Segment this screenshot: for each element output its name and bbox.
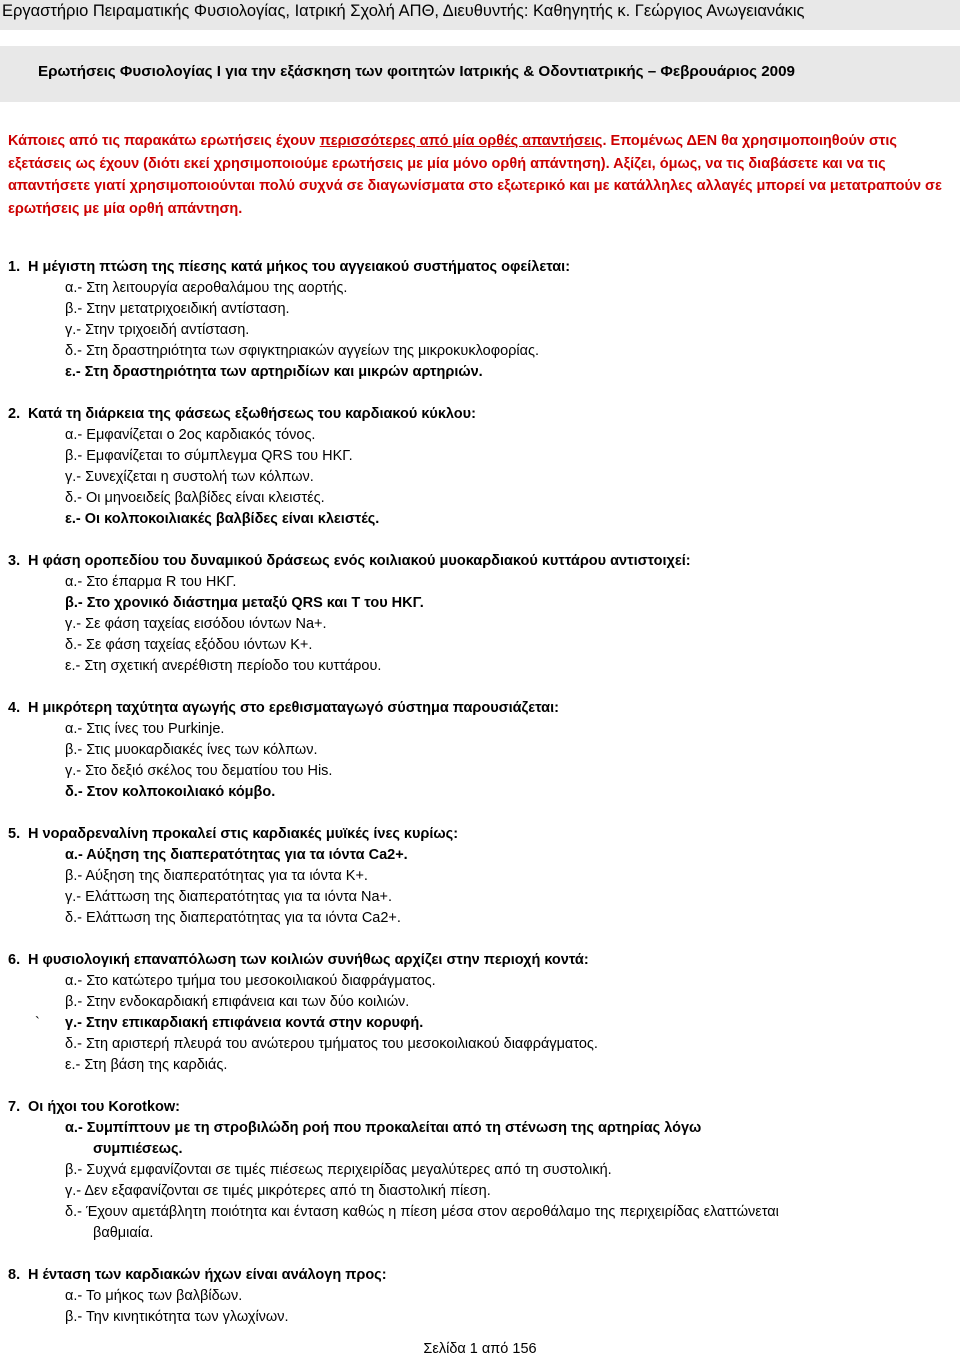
answer-option-text: βαθμιαία.: [93, 1225, 154, 1241]
question-number: 2.: [8, 406, 21, 422]
answer-option-text: δ.- Οι μηνοειδείς βαλβίδες είναι κλειστές.: [65, 490, 325, 506]
answer-option-text: β.- Στις μυοκαρδιακές ίνες των κόλπων.: [65, 742, 318, 758]
lab-header: Εργαστήριο Πειραματικής Φυσιολογίας, Ιατρική Σχολή ΑΠΘ, Διευθυντής: Καθηγητής κ. Γεώργιος Ανωγειανάκις: [0, 0, 960, 30]
question-number: 3.: [8, 553, 21, 569]
question-block: [8, 551, 956, 677]
question-heading: [8, 404, 956, 425]
answer-option-text: α.- Συμπίπτουν με τη στροβιλώδη ροή που προκαλείται από τη στένωση της αρτηρίας λόγω: [65, 1120, 702, 1136]
answer-option-text: ε.- Στη βάση της καρδιάς.: [65, 1057, 228, 1073]
question-number: 6.: [8, 952, 21, 968]
answer-option-continuation: [93, 1139, 956, 1160]
question-number: 7.: [8, 1099, 21, 1115]
answer-option-text: α.- Το μήκος των βαλβίδων.: [65, 1288, 243, 1304]
answer-option: [65, 908, 956, 929]
answer-option: [65, 1160, 956, 1181]
answer-option: [65, 1055, 956, 1076]
answer-option: [65, 467, 956, 488]
question-text: Η μέγιστη πτώση της πίεσης κατά μήκος του αγγειακού συστήματος οφείλεται:: [28, 259, 571, 275]
answer-option-text: γ.- Συνεχίζεται η συστολή των κόλπων.: [65, 469, 314, 485]
answer-option: [65, 278, 956, 299]
question-block: [8, 824, 956, 929]
answer-option: [65, 593, 956, 614]
answer-option: [65, 1307, 956, 1328]
answer-option: [65, 782, 956, 803]
question-block: [8, 1265, 956, 1328]
answer-option-text: α.- Εμφανίζεται ο 2ος καρδιακός τόνος.: [65, 427, 316, 443]
question-text: Η μικρότερη ταχύτητα αγωγής στο ερεθισματαγωγό σύστημα παρουσιάζεται:: [28, 700, 559, 716]
notice-text-2: . Επομένως ΔΕΝ θα χρησιμοποιηθούν στις εξετάσεις ως έχουν (διότι εκεί χρησιμοποιούμε ερωτήσεις με μία μόνο ορθή απάντηση). Αξίζει, όμως, να τις διαβάσετε και να τις απαντήσετε γιατί χρησιμοποιούνται πολύ συχνά σε διαγωνίσματα στο εξωτερικό και με κατάλληλες αλλαγές μπορεί να μετατραπούν σε ερωτήσεις με μία ορθή απάντηση.: [8, 133, 942, 217]
answer-option: [65, 866, 956, 887]
question-number: 8.: [8, 1267, 21, 1283]
answer-option: [65, 362, 956, 383]
question-heading: [8, 551, 956, 572]
question-block: [8, 698, 956, 803]
answer-option: [65, 635, 956, 656]
question-text: Κατά τη διάρκεια της φάσεως εξωθήσεως του καρδιακού κύκλου:: [28, 406, 476, 422]
answer-option: [65, 509, 956, 530]
question-number: 1.: [8, 259, 21, 275]
question-heading: [8, 950, 956, 971]
answer-option: [65, 740, 956, 761]
answer-option-text: δ.- Στη δραστηριότητα των σφιγκτηριακών αγγείων της μικροκυκλοφορίας.: [65, 343, 540, 359]
answer-option-continuation: [93, 1223, 956, 1244]
document-title: Ερωτήσεις Φυσιολογίας Ι για την εξάσκηση των φοιτητών Ιατρικής & Οδοντιατρικής – Φεβρουάριος 2009: [0, 46, 960, 102]
answer-option: [65, 761, 956, 782]
answer-option-text: γ.- Στην τριχοειδή αντίσταση.: [65, 322, 250, 338]
notice-paragraph: [8, 130, 956, 220]
answer-option-text: δ.- Σε φάση ταχείας εξόδου ιόντων K+.: [65, 637, 313, 653]
answer-option-text: ε.- Στη σχετική ανερέθιστη περίοδο του κυττάρου.: [65, 658, 382, 674]
answer-option-text: δ.- Στη αριστερή πλευρά του ανώτερου τμήματος του μεσοκοιλιακού διαφράγματος.: [65, 1036, 598, 1052]
answer-option: [65, 992, 956, 1013]
answer-option-text: ε.- Οι κολποκοιλιακές βαλβίδες είναι κλειστές.: [65, 511, 380, 527]
question-text: Η ένταση των καρδιακών ήχων είναι ανάλογη προς:: [28, 1267, 387, 1283]
question-text: Η νοραδρεναλίνη προκαλεί στις καρδιακές μυϊκές ίνες κυρίως:: [28, 826, 459, 842]
answer-option-text: β.- Εμφανίζεται το σύμπλεγμα QRS του ΗΚΓ.: [65, 448, 353, 464]
answer-option-text: γ.- Στο δεξιό σκέλος του δεματίου του His.: [65, 763, 333, 779]
answer-option: [65, 656, 956, 677]
answer-option-text: α.- Στο έπαρμα R του ΗΚΓ.: [65, 574, 237, 590]
answer-option: [65, 1286, 956, 1307]
answer-option: [65, 488, 956, 509]
question-text: Οι ήχοι του Korotkow:: [28, 1099, 181, 1115]
answer-option: [65, 1202, 956, 1223]
question-heading: [8, 1097, 956, 1118]
question-heading: [8, 698, 956, 719]
answer-option-text: συμπιέσεως.: [93, 1141, 183, 1157]
answer-option: [35, 1013, 956, 1034]
page-footer: Σελίδα 1 από 156: [423, 1341, 537, 1357]
answer-option-text: α.- Στο κατώτερο τμήμα του μεσοκοιλιακού διαφράγματος.: [65, 973, 436, 989]
answer-option-text: γ.- Στην επικαρδιακή επιφάνεια κοντά στην κορυφή.: [65, 1015, 424, 1031]
answer-option-text: γ.- Δεν εξαφανίζονται σε τιμές μικρότερες από τη διαστολική πίεση.: [65, 1183, 491, 1199]
answer-option: [65, 887, 956, 908]
answer-option-text: β.- Στην ενδοκαρδιακή επιφάνεια και των δύο κοιλιών.: [65, 994, 410, 1010]
question-heading: [8, 824, 956, 845]
answer-option-text: δ.- Έχουν αμετάβλητη ποιότητα και ένταση καθώς η πίεση μέσα στον αεροθάλαμο της περιχειρίδας ελαττώνεται: [65, 1204, 779, 1220]
notice-text-1: Κάποιες από τις παρακάτω ερωτήσεις έχουν: [8, 133, 320, 149]
answer-option: [65, 845, 956, 866]
question-heading: [8, 1265, 956, 1286]
question-text: Η φυσιολογική επαναπόλωση των κοιλιών συνήθως αρχίζει στην περιοχή κοντά:: [28, 952, 589, 968]
answer-option: [65, 299, 956, 320]
question-block: [8, 1097, 956, 1244]
stray-mark: `: [35, 1015, 40, 1031]
answer-option: [65, 341, 956, 362]
answer-option: [65, 572, 956, 593]
answer-option-text: β.- Στο χρονικό διάστημα μεταξύ QRS και T του ΗΚΓ.: [65, 595, 424, 611]
answer-option: [65, 1034, 956, 1055]
answer-option-text: α.- Αύξηση της διαπερατότητας για τα ιόντα Ca2+.: [65, 847, 408, 863]
answer-option-text: β.- Στην μετατριχοειδική αντίσταση.: [65, 301, 290, 317]
answer-option-text: β.- Συχνά εμφανίζονται σε τιμές πιέσεως περιχειρίδας μεγαλύτερες από τη συστολική.: [65, 1162, 612, 1178]
answer-option-text: β.- Την κινητικότητα των γλωχίνων.: [65, 1309, 289, 1325]
answer-option: [65, 1181, 956, 1202]
question-block: [8, 404, 956, 530]
answer-option-text: α.- Στις ίνες του Purkinje.: [65, 721, 225, 737]
answer-option: [65, 320, 956, 341]
question-number: 4.: [8, 700, 21, 716]
answer-option-text: ε.- Στη δραστηριότητα των αρτηριδίων και μικρών αρτηριών.: [65, 364, 483, 380]
answer-option-text: γ.- Ελάττωση της διαπερατότητας για τα ιόντα Na+.: [65, 889, 393, 905]
answer-option-text: α.- Στη λειτουργία αεροθαλάμου της αορτής.: [65, 280, 348, 296]
question-heading: [8, 257, 956, 278]
question-text: Η φάση οροπεδίου του δυναμικού δράσεως ενός κοιλιακού μυοκαρδιακού κυττάρου αντιστοιχεί:: [28, 553, 691, 569]
answer-option: [65, 971, 956, 992]
answer-option: [65, 1118, 956, 1139]
notice-text-underlined: περισσότερες από μία ορθές απαντήσεις: [319, 133, 603, 149]
answer-option-text: δ.- Στον κολποκοιλιακό κόμβο.: [65, 784, 276, 800]
answer-option-text: δ.- Ελάττωση της διαπερατότητας για τα ιόντα Ca2+.: [65, 910, 401, 926]
answer-option-text: γ.- Σε φάση ταχείας εισόδου ιόντων Na+.: [65, 616, 327, 632]
answer-option-text: β.- Αύξηση της διαπερατότητας για τα ιόντα K+.: [65, 868, 368, 884]
answer-option: [65, 446, 956, 467]
answer-option: [65, 719, 956, 740]
question-number: 5.: [8, 826, 21, 842]
answer-option: [65, 425, 956, 446]
answer-option: [65, 614, 956, 635]
questions-list: [8, 257, 956, 1349]
question-block: [8, 950, 956, 1076]
question-block: [8, 257, 956, 383]
